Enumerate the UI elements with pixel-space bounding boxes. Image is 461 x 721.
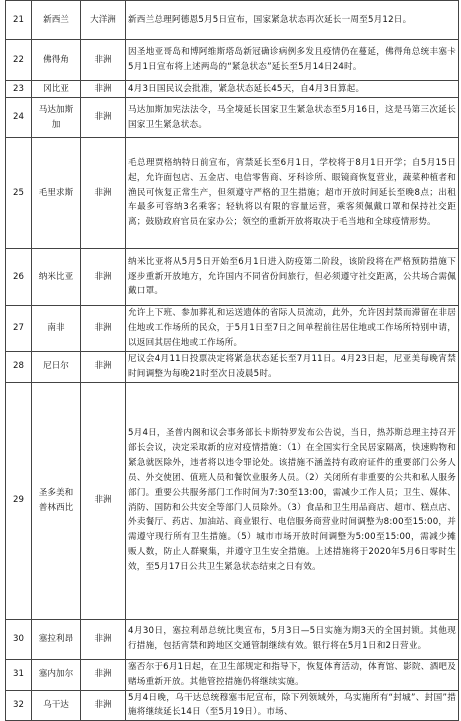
region-cell: 非洲: [81, 138, 126, 249]
row-number-cell: 26: [6, 249, 32, 306]
table-body: [6, 1, 459, 721]
measure-text-cell: 5月4日晚，乌干达总统穆塞韦尼宣布，除下列领域外，乌实施所有“封城”、封国”措施将继续延长14日（至5月19日）。市场、: [126, 690, 459, 721]
country-cell: 冈比亚: [32, 81, 81, 98]
table-row: [6, 619, 459, 659]
table-row: [6, 249, 459, 306]
table-row: [6, 351, 459, 382]
region-cell: 非洲: [81, 619, 126, 659]
region-cell: 非洲: [81, 659, 126, 690]
region-cell: 非洲: [81, 690, 126, 721]
country-cell: 纳米比亚: [32, 249, 81, 306]
country-cell: 塞内加尔: [32, 659, 81, 690]
table-row: [6, 81, 459, 98]
region-cell: 大洋洲: [81, 1, 126, 40]
measures-table: [5, 0, 459, 721]
region-cell: 非洲: [81, 306, 126, 352]
measure-text-cell: 4月3日国民议会批准，紧急状态延长45天，自4月3日算起。: [126, 81, 459, 98]
region-cell: 非洲: [81, 382, 126, 619]
table-row: [6, 382, 459, 619]
region-cell: 非洲: [81, 98, 126, 138]
row-number-cell: 24: [6, 98, 32, 138]
measure-text-cell: 5月4日，圣普内阁和议会事务部长卡斯特罗发布公告说，当日，热苏斯总理主持召开部长会议，决定采取新的应对疫情措施：（1）在全国实行全民居家隔离，快速购物和紧急就医除外，违者将以违令罪论处。该措施不涵盖持有政府证件的重要部门公务人员、外交使团、值班人员和餐饮业服务人员。（2）关闭所有非重要的公共和私人服务部门。重要公共服务部门工作时间为7:30至13:00，需减少工作人员；卫生、媒体、消防、国防和公共安全等部门人员除外。（3）食品和卫生用品商店、超市、糕点店、外卖餐厅、药店、加油站、商业银行、电信服务商营业时间调整为8:00至15:00，并需遵守现行所有卫生措施。（5）城市市场开放时间调整为5:00至15:00，需减少摊贩人数，防止人群聚集，并遵守卫生安全措施。上述措施将于2020年5月6日零时生效，至5月17日公共卫生紧急状态结束之日有效。: [126, 382, 459, 619]
measure-text-cell: 4月30日，塞拉利昂总统比奥宣布，5月3日—5日实施为期3天的全国封锁。其他现行措施，包括宵禁和跨地区交通管制继续有效。银行将在5月1日和2日营业。: [126, 619, 459, 659]
region-cell: 非洲: [81, 81, 126, 98]
row-number-cell: 30: [6, 619, 32, 659]
region-cell: 非洲: [81, 40, 126, 81]
row-number-cell: 21: [6, 1, 32, 40]
measure-text-cell: 尼议会4月11日投票决定将紧急状态延长至7月11日。4月23日起，尼亚美每晚宵禁时间调整为每晚21时至次日凌晨5时。: [126, 351, 459, 382]
row-number-cell: 29: [6, 382, 32, 619]
measure-text-cell: 因圣地亚哥岛和博阿维斯塔岛新冠确诊病例多发且疫情仍在蔓延，佛得角总统丰塞卡5月1日宣布将上述两岛的“紧急状态”延长至5月14日24时。: [126, 40, 459, 81]
table-row: [6, 138, 459, 249]
table-row: [6, 1, 459, 40]
measure-text-cell: 马达加斯加宪法法令，马全境延长国家卫生紧急状态至5月16日，这是马第三次延长国家卫生紧急状态。: [126, 98, 459, 138]
measure-text-cell: 塞否尔于6月1日起，在卫生部规定和指导下，恢复体育活动，体育馆、影院、酒吧及赌场重新开放。其他管控措施仍将继续实施。: [126, 659, 459, 690]
row-number-cell: 32: [6, 690, 32, 721]
row-number-cell: 23: [6, 81, 32, 98]
country-cell: 塞拉利昂: [32, 619, 81, 659]
row-number-cell: 31: [6, 659, 32, 690]
country-cell: 圣多美和普林西比: [32, 382, 81, 619]
row-number-cell: 25: [6, 138, 32, 249]
country-cell: 乌干达: [32, 690, 81, 721]
measure-text-cell: 新西兰总理阿德恩5月5日宣布，国家紧急状态再次延长一周至5月12日。: [126, 1, 459, 40]
table-row: [6, 40, 459, 81]
table-row: [6, 659, 459, 690]
table-row: [6, 306, 459, 352]
row-number-cell: 28: [6, 351, 32, 382]
row-number-cell: 27: [6, 306, 32, 352]
country-cell: 新西兰: [32, 1, 81, 40]
country-cell: 南非: [32, 306, 81, 352]
measure-text-cell: 毛总理贾格纳特日前宣布，宵禁延长至6月1日，学校将于8月1日开学；自5月15日起，允许面包店、五金店、电信零售商、牙科诊所、眼镜商恢复营业，蔬菜种植者和渔民可恢复正常生产，但须遵守严格的卫生措施；超市开放时间延长至晚8点；出租车最多可容纳3名乘客；轻轨将以有限的容量运营，乘客须佩戴口罩和保持社交距离；鼓励政府官员在家办公；领空的重新开放将取决于毛当地和全球疫情形势。: [126, 138, 459, 249]
country-cell: 尼日尔: [32, 351, 81, 382]
country-cell: 马达加斯加: [32, 98, 81, 138]
country-cell: 毛里求斯: [32, 138, 81, 249]
region-cell: 非洲: [81, 351, 126, 382]
row-number-cell: 22: [6, 40, 32, 81]
table-row: [6, 690, 459, 721]
measure-text-cell: 纳米比亚将从5月5日开始至6月1日进入防疫第二阶段，该阶段将在严格预防措施下逐步重新开放地方，允许国内不同省份间旅行，但必须遵守社交距离，公共场合需佩戴口罩。: [126, 249, 459, 306]
region-cell: 非洲: [81, 249, 126, 306]
table-row: [6, 98, 459, 138]
measure-text-cell: 允许上下班、参加葬礼和运送遗体的省际人员流动，此外，允许因封禁而滞留在非居住地或工作场所的民众，于5月1日至7日之间单程前往居住地或工作场所特别申请，以返回其居住地或工作场所。: [126, 306, 459, 352]
country-cell: 佛得角: [32, 40, 81, 81]
